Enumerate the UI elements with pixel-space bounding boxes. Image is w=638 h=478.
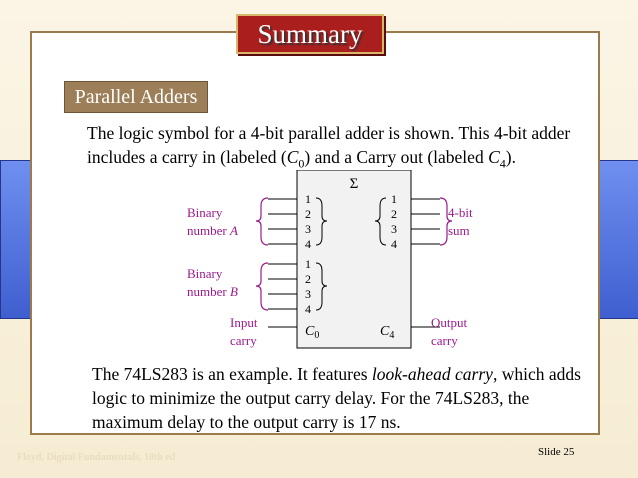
c4-symbol: C xyxy=(488,147,500,167)
sum-label-line2: sum xyxy=(448,223,470,238)
c0-subscript: 0 xyxy=(298,156,305,171)
intro-text-a: The logic symbol for a 4-bit parallel adder is shown. This 4-bit adder includes a carry in (labeled ( xyxy=(87,123,571,167)
c0-label: $C_0$ xyxy=(305,324,320,341)
c4-subscript: 4 xyxy=(499,156,506,171)
a-pin-3: 3 xyxy=(305,222,311,236)
footer-book-credit: Floyd, Digital Fundamentals, 10th ed xyxy=(17,452,176,463)
binary-b-line2: number B xyxy=(187,284,238,299)
slide-title-box xyxy=(236,14,384,54)
slide-number: Slide 25 xyxy=(538,446,575,458)
b-pin-2: 2 xyxy=(305,272,311,286)
b-pin-1: 1 xyxy=(305,257,311,271)
binary-a-line2: number A xyxy=(187,223,238,238)
b-pin-4: 4 xyxy=(305,302,311,316)
sum-pin-4: 4 xyxy=(391,237,397,251)
conclusion-paragraph xyxy=(92,362,592,434)
a-outer-brace xyxy=(256,198,268,245)
sum-pin-2: 2 xyxy=(391,207,397,221)
conclusion-text-b: , which adds logic to minimize the output carry delay. For the 74LS283, the maximum delay to the output carry is 17 ns. xyxy=(92,364,581,432)
section-heading-box xyxy=(64,81,208,113)
slide-title: Summary xyxy=(257,18,363,49)
binary-b-line1: Binary xyxy=(187,266,223,281)
b-input-lines xyxy=(268,264,297,309)
input-carry-line2: carry xyxy=(230,333,257,348)
intro-paragraph xyxy=(87,121,597,176)
sum-output-lines xyxy=(411,199,440,244)
input-carry-line1: Input xyxy=(230,315,258,330)
output-carry-line1: Output xyxy=(431,315,468,330)
a-input-lines xyxy=(268,199,297,244)
binary-a-line1: Binary xyxy=(187,205,223,220)
sum-label-line1: 4-bit xyxy=(448,205,473,220)
sum-pin-3: 3 xyxy=(391,222,397,236)
a-pin-4: 4 xyxy=(305,237,311,251)
c4-label: $C_4$ xyxy=(380,324,395,341)
c0-symbol: C xyxy=(286,147,299,167)
a-pin-2: 2 xyxy=(305,207,311,221)
section-heading: Parallel Adders xyxy=(74,85,198,108)
b-outer-brace xyxy=(256,263,268,310)
intro-text-c: ). xyxy=(505,147,516,167)
conclusion-text-a: The 74LS283 is an example. It features xyxy=(92,364,372,384)
a-pin-1: 1 xyxy=(305,192,311,206)
sum-pin-1: 1 xyxy=(391,192,397,206)
intro-text-b: ) and a Carry out (labeled xyxy=(304,147,489,167)
sigma-symbol: Σ xyxy=(349,176,359,192)
adder-logic-symbol xyxy=(150,170,490,355)
b-pin-3: 3 xyxy=(305,287,311,301)
look-ahead-carry-term: look-ahead carry xyxy=(371,364,493,384)
output-carry-line2: carry xyxy=(431,333,458,348)
